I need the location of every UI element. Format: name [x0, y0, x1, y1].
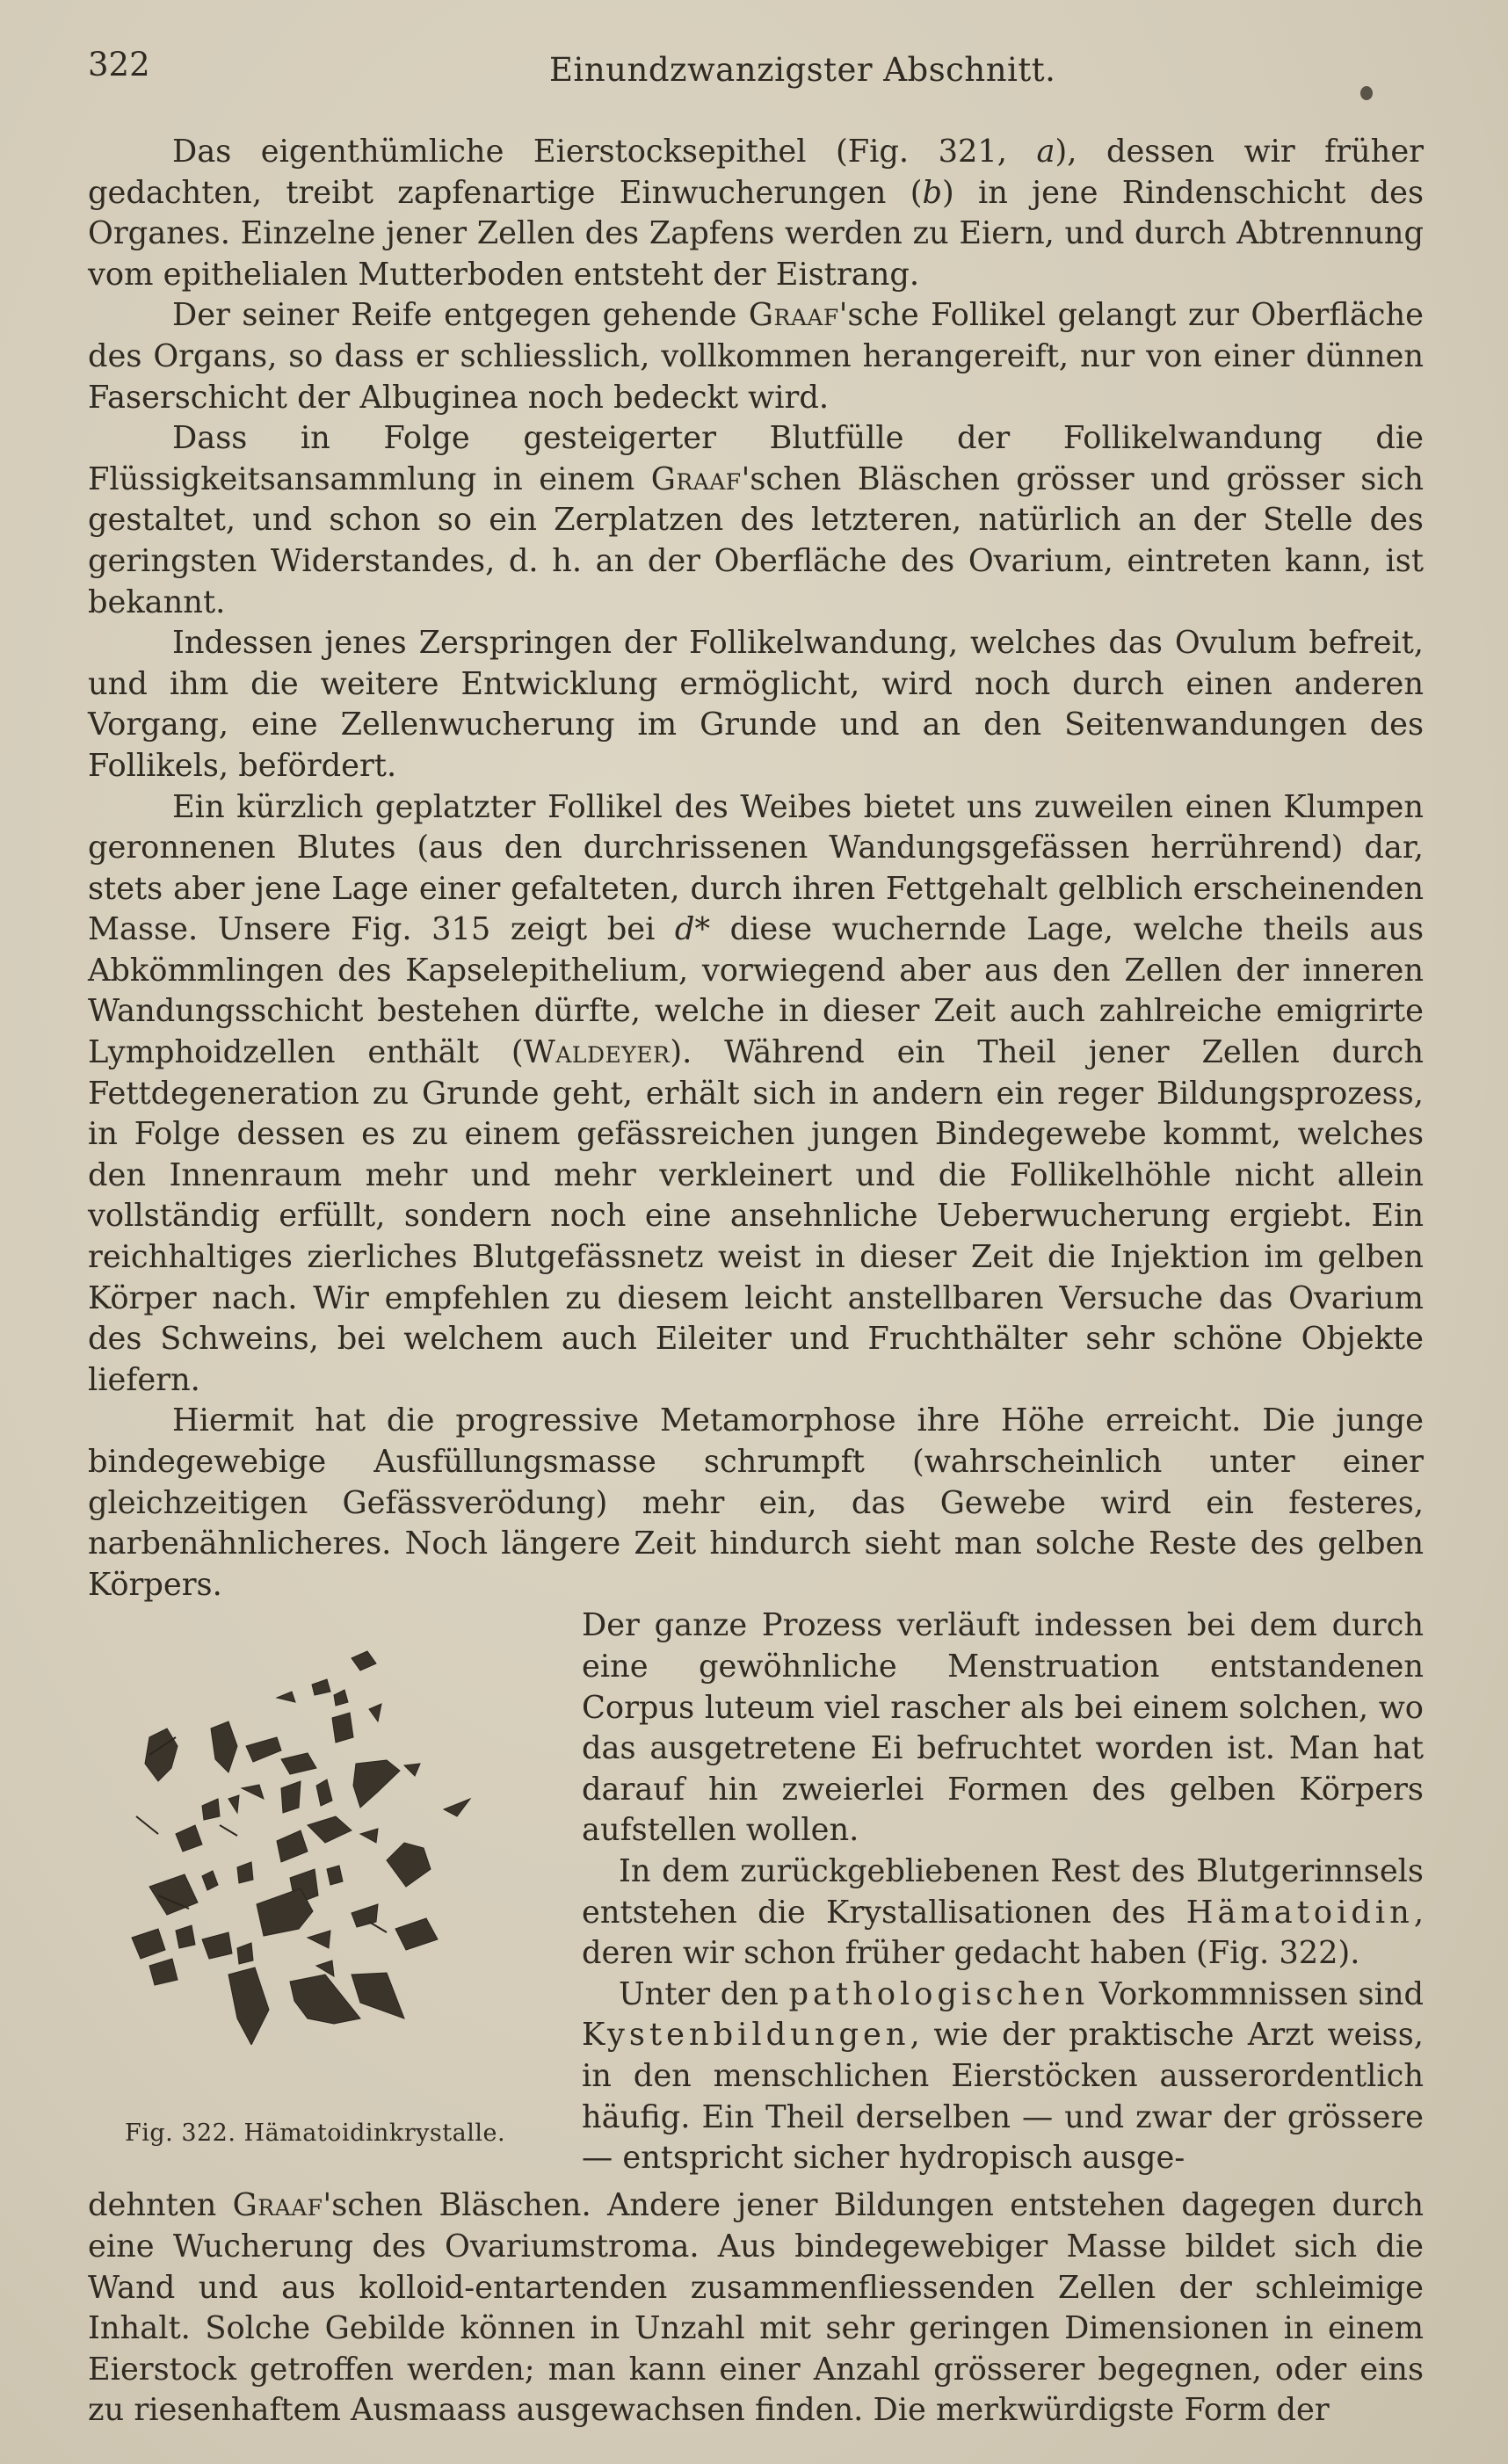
figure-wrap-block	[88, 1605, 1424, 2185]
paragraph-3: Dass in Folge gesteigerter Blutfülle der Follikelwandung die Flüssigkeitsansammlung in einem Graaf'schen Bläschen grösser und grösser sich gestaltet, und schon so ein Zerplatzen des letzteren, natürlich an der Stelle des geringsten Widerstandes, d. h. an der Oberfläche des Ovarium, eintreten kann, ist bekannt.	[88, 420, 1424, 620]
figure-caption: Fig. 322. Hämatoidinkrystalle.	[125, 2120, 506, 2148]
paragraph-4: Indessen jenes Zerspringen der Follikelwandung, welches das Ovulum befreit, und ihm die weitere Entwicklung ermöglicht, wird noch durch einen anderen Vorgang, eine Zellenwucherung im Grunde und an den Seitenwandungen des Follikels, befördert.	[88, 625, 1424, 784]
paragraph-1: Das eigenthümliche Eierstocksepithel (Fig. 321, a), dessen wir früher gedachten, treibt zapfenartige Einwucherungen (b) in jene Rindenschicht des Organes. Einzelne jener Zellen des Zapfens werden zu Eiern, und durch Abtrennung vom epithelialen Mutterboden entsteht der Eistrang.	[88, 134, 1424, 293]
page-number: 322	[88, 46, 150, 83]
ink-speck	[1360, 86, 1373, 100]
paragraph-8: In dem zurückgebliebenen Rest des Blutgerinnsels entstehen die Krystallisationen des Hämatoidin, deren wir schon früher gedacht haben (Fig. 322).	[582, 1852, 1424, 1972]
paragraph-6: Hiermit hat die progressive Metamorphose ihre Höhe erreicht. Die junge bindegewebige Ausfüllungsmasse schrumpft (wahrscheinlich unter einer gleichzeitigen Gefässverödung) mehr ein, das Gewebe wird ein festeres, narbenähnlicheres. Noch längere Zeit hindurch sieht man solche Reste des gelben Körpers.	[88, 1402, 1424, 1603]
paragraph-5: Ein kürzlich geplatzter Follikel des Weibes bietet uns zuweilen einen Klumpen geronnenen Blutes (aus den durchrissenen Wandungsgefässen herrührend) dar, stets aber jene Lage einer gefalteten, durch ihren Fettgehalt gelblich erscheinenden Masse. Unsere Fig. 315 zeigt bei d* diese wuchernde Lage, welche theils aus Abkömmlingen des Kapselepithelium, vorwiegend aber aus den Zellen der inneren Wandungsschicht bestehen dürfte, welche in dieser Zeit auch zahlreiche emigrirte Lymphoidzellen enthält (Waldeyer). Während ein Theil jener Zellen durch Fettdegeneration zu Grunde geht, erhält sich in andern ein reger Bildungsprozess, in Folge dessen es zu einem gefässreichen jungen Bindegewebe kommt, welches den Innenraum mehr und mehr verkleinert und die Follikelhöhle nicht allein vollständig erfüllt, sondern noch eine ansehnliche Ueberwucherung ergiebt. Ein reichhaltiges zierliches Blutgefässnetz weist in dieser Zeit die Injektion im gelben Körper nach. Wir empfehlen zu diesem leicht anstellbaren Versuche das Ovarium des Schweins, bei welchem auch Eileiter und Fruchthälter sehr schöne Objekte liefern.	[88, 788, 1425, 1398]
paragraph-7: Der ganze Prozess verläuft indessen bei dem durch eine gewöhnliche Menstruation entstandenen Corpus luteum viel rascher als bei einem solchen, wo das ausgetretene Ei befruchtet worden ist. Man hat darauf hin zweierlei Formen des gelben Körpers aufstellen wollen.	[582, 1607, 1424, 1849]
hematoidin-crystals-illustration	[97, 1605, 536, 2045]
body-text	[88, 132, 1424, 2431]
page-header	[88, 46, 1424, 98]
paragraph-2: Der seiner Reife entgegen gehende Graaf'sche Follikel gelangt zur Oberfläche des Organs, so dass er schliesslich, vollkommen herangereift, nur von einer dünnen Faserschicht der Albuginea noch bedeckt wird.	[88, 297, 1424, 416]
wrapped-text-column	[582, 1605, 1424, 2178]
paragraph-9: Unter den pathologischen Vorkommnissen sind Kystenbildungen, wie der praktische Arzt weiss, in den menschlichen Eierstöcken ausserordentlich häufig. Ein Theil derselben — und zwar der grössere — entspricht sicher hydropisch ausge-	[582, 1975, 1425, 2177]
figure-322	[88, 1605, 580, 2185]
paragraph-10: dehnten Graaf'schen Bläschen. Andere jener Bildungen entstehen dagegen durch eine Wucherung des Ovariumstroma. Aus bindegewebiger Masse bildet sich die Wand und aus kolloid-entartenden zusammenfliessenden Zellen der schleimige Inhalt. Solche Gebilde können in Unzahl mit sehr geringen Dimensionen in einem Eierstock getroffen werden; man kann einer Anzahl grösserer begegnen, oder eins zu riesenhaftem Ausmaass ausgewachsen finden. Die merkwürdigste Form der	[88, 2187, 1424, 2429]
running-title: Einundzwanzigster Abschnitt.	[549, 51, 1056, 89]
